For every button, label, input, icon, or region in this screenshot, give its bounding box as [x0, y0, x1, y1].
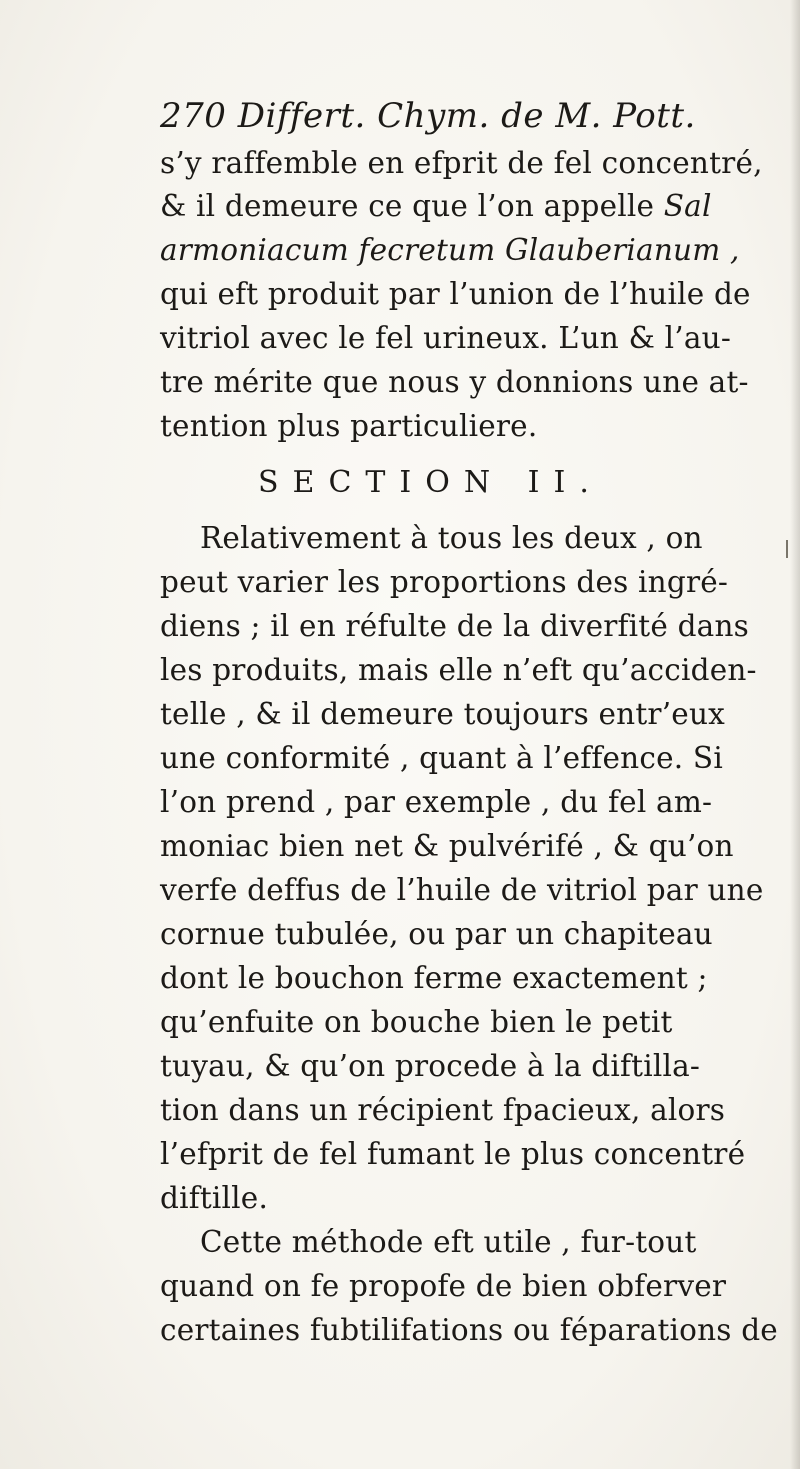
- text-line: Relativement à tous les deux , on: [200, 521, 703, 555]
- text-line: l’efprit de fel fumant le plus concentré: [160, 1137, 746, 1171]
- text-line: telle , & il demeure toujours entr’eux: [160, 697, 725, 731]
- text-line: les produits, mais elle n’eft qu’acciden-: [160, 653, 757, 687]
- running-head: 270 Differt. Chym. de M. Pott.: [160, 96, 696, 136]
- text-line: l’on prend , par exemple , du fel am-: [160, 785, 713, 819]
- text-line-content: & il demeure ce que l’on appelle Sal: [160, 189, 712, 223]
- text-line: peut varier les proportions des ingré-: [160, 565, 729, 599]
- text-line: diens ; il en réfulte de la diverfité dans: [160, 609, 750, 643]
- text-line: moniac bien net & pulvérifé , & qu’on: [160, 829, 734, 863]
- text-line: Cette méthode eft utile , fur-tout: [200, 1225, 697, 1259]
- italic-term: Sal: [663, 189, 712, 223]
- text-line: tion dans un récipient fpacieux, alors: [160, 1093, 726, 1127]
- text-line: dont le bouchon ferme exactement ;: [160, 961, 708, 995]
- section-heading: SECTION II.: [258, 465, 603, 500]
- text-line: qui eft produit par l’union de l’huile de: [160, 277, 751, 311]
- text-line: s’y raffemble en efprit de fel concentré,: [160, 146, 763, 180]
- text-line: tuyau, & qu’on procede à la diftilla-: [160, 1049, 701, 1083]
- text-line: verfe deffus de l’huile de vitriol par une: [160, 873, 764, 907]
- text-line: qu’enfuite on bouche bien le petit: [160, 1005, 673, 1039]
- text-line: tention plus particuliere.: [160, 409, 538, 443]
- margin-mark: [786, 540, 788, 558]
- text-line: vitriol avec le fel urineux. L’un & l’au-: [160, 321, 731, 355]
- text-line: quand on fe propofe de bien obferver: [160, 1269, 727, 1303]
- text-line: tre mérite que nous y donnions une at-: [160, 365, 749, 399]
- text-line: diftille.: [160, 1181, 269, 1215]
- text-line: armoniacum fecretum Glauberianum ,: [160, 233, 740, 267]
- text-line: cornue tubulée, ou par un chapiteau: [160, 917, 713, 951]
- page-edge-shadow: [790, 0, 800, 1469]
- text-line: certaines fubtilifations ou féparations de: [160, 1313, 778, 1347]
- text-line: une conformité , quant à l’effence. Si: [160, 741, 723, 775]
- text-line: [160, 189, 712, 223]
